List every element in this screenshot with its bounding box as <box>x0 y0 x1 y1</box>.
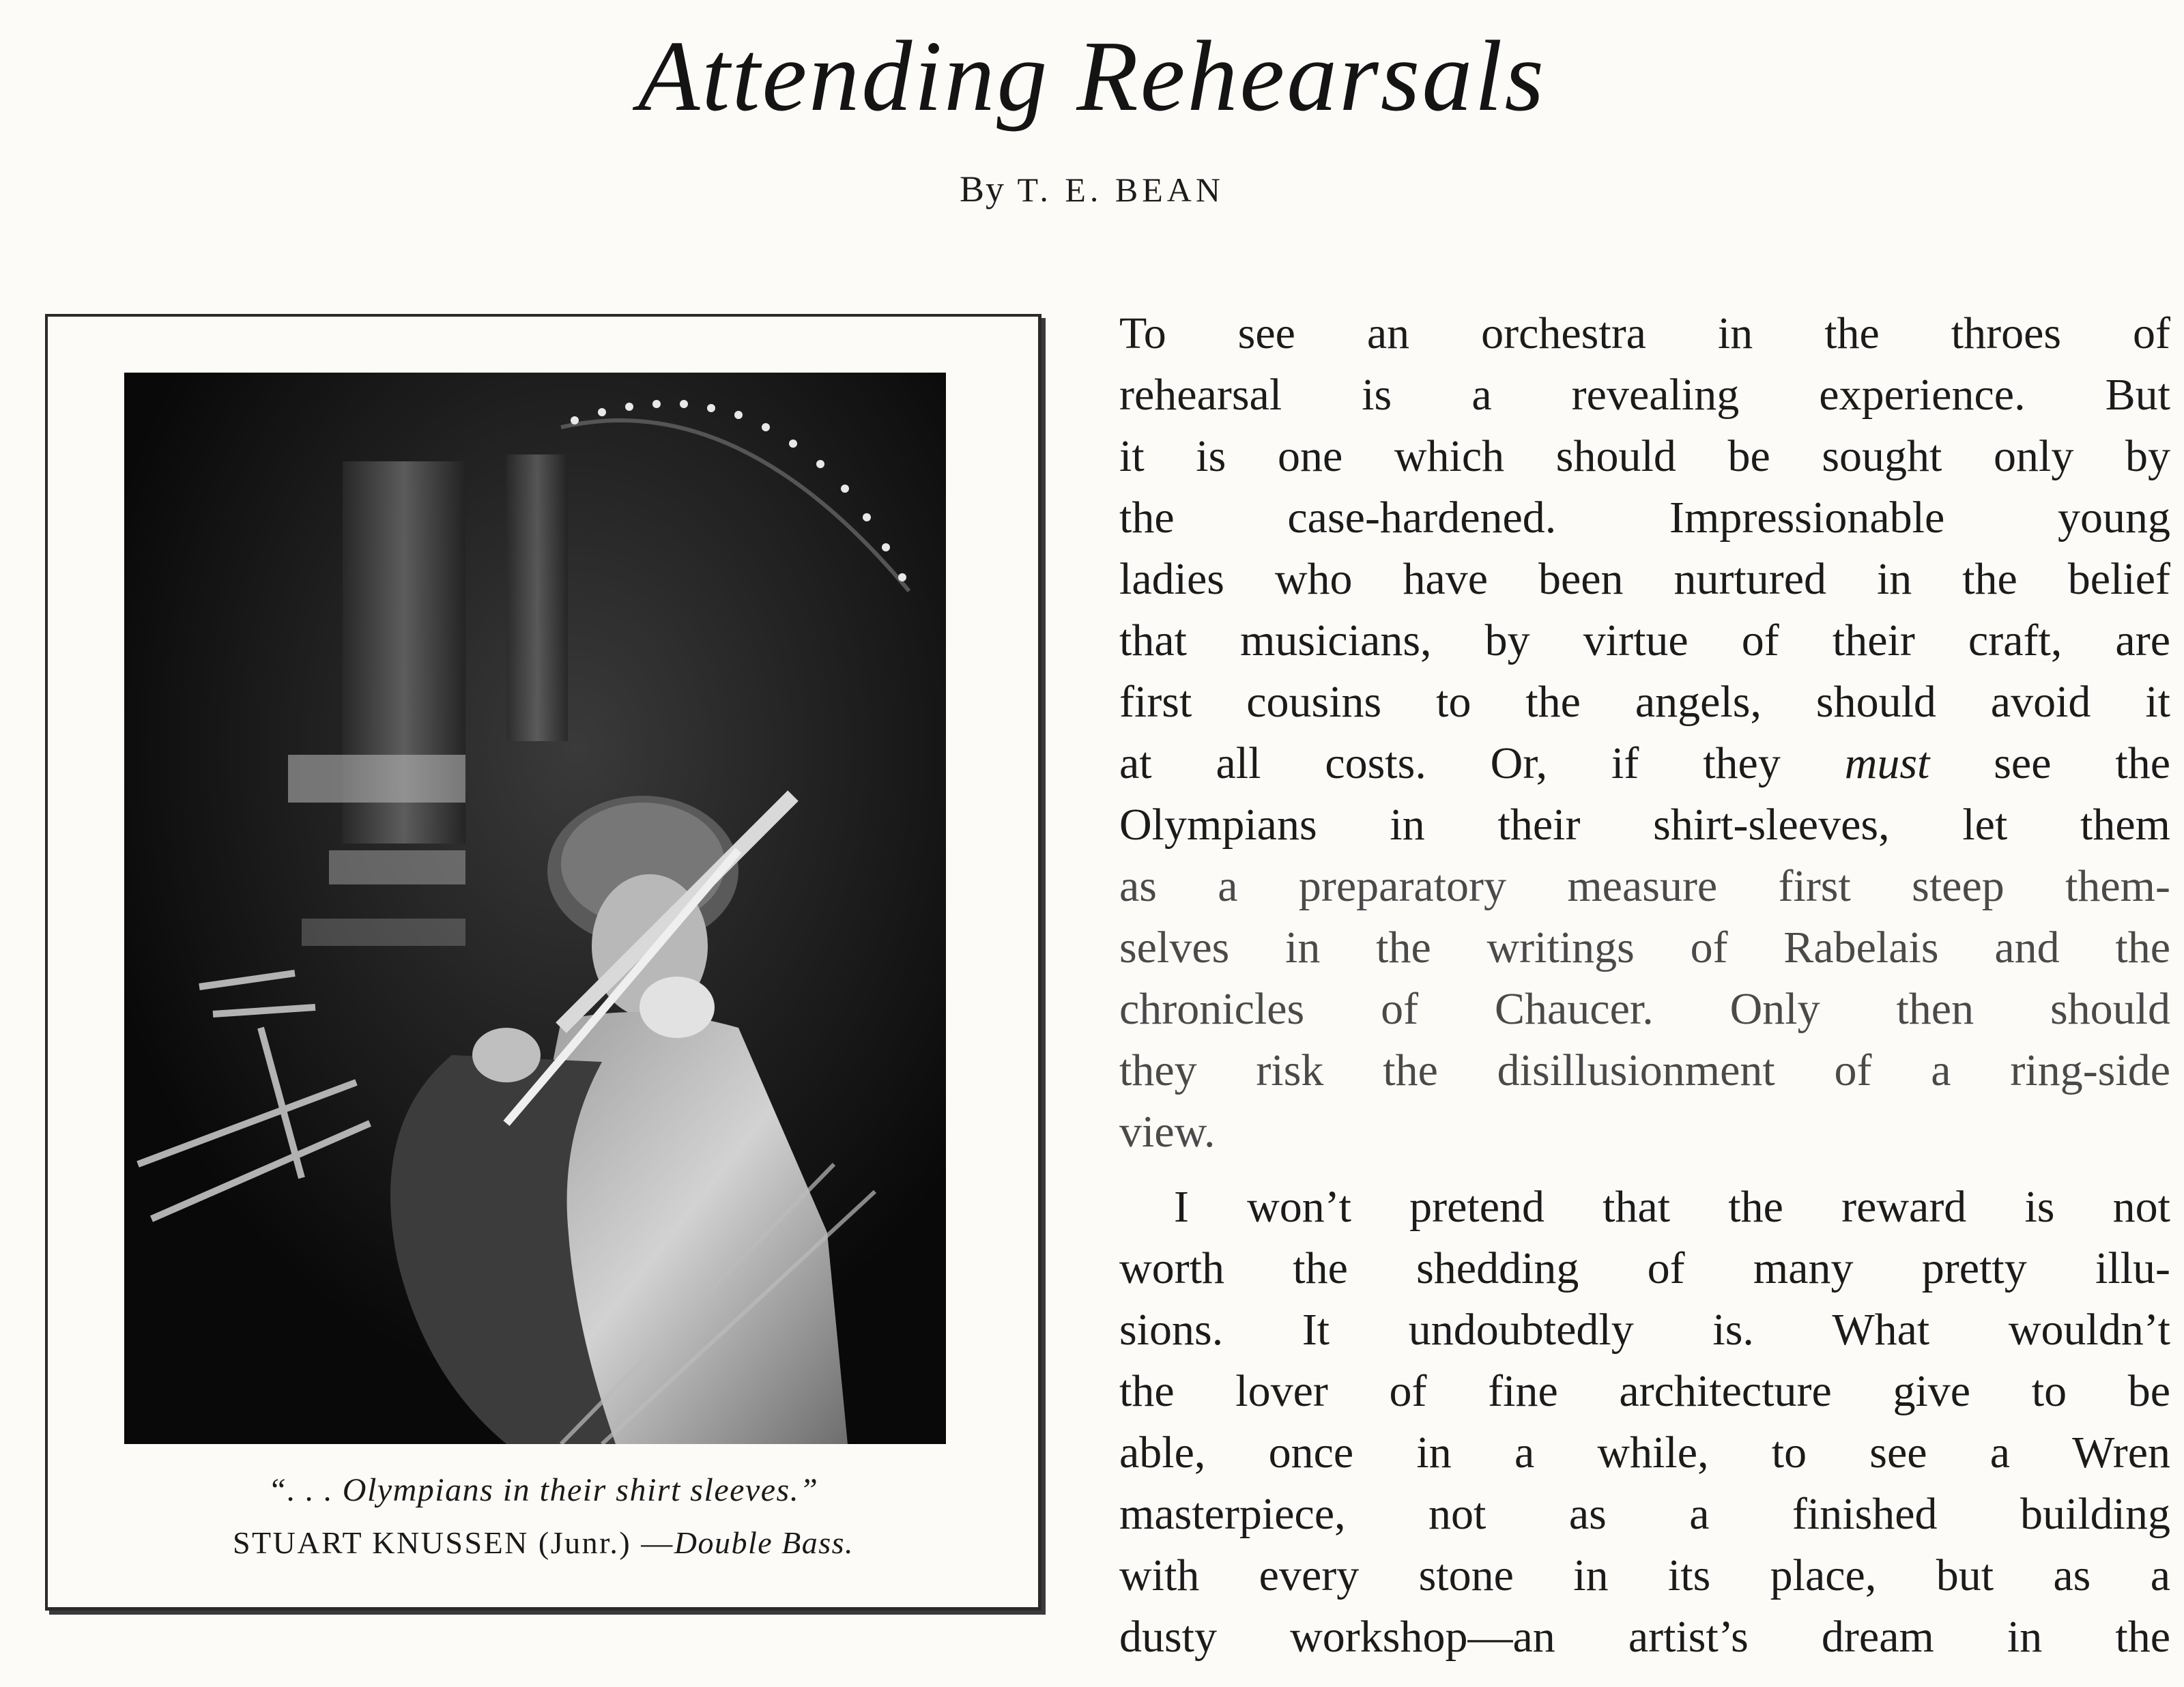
text-line: the lover of fine architecture give to be <box>1119 1366 2170 1416</box>
emphasis-must: must <box>1844 738 1930 788</box>
byline-author: T. E. BEAN <box>1017 171 1224 209</box>
text-line: able, once in a while, to see a Wren <box>1119 1428 2170 1477</box>
photo-caption-quote: “. . . Olympians in their shirt sleeves.” <box>268 1472 819 1508</box>
text-line: ladies who have been nurtured in the belief <box>1119 554 2170 604</box>
caption-musician-name: STUART KNUSSEN <box>232 1525 529 1560</box>
text-segment: at all costs. Or, if they <box>1119 738 1845 788</box>
rehearsal-photo-image <box>124 373 946 1444</box>
text-line: rehearsal is a revealing experience. But <box>1119 370 2170 420</box>
text-line: with every stone in its place, but as a <box>1119 1551 2170 1600</box>
text-line <box>1119 733 2170 794</box>
text-line: it is one which should be sought only by <box>1119 431 2170 481</box>
text-line: Olympians in their shirt-sleeves, let them <box>1119 800 2170 850</box>
photo-caption-credit <box>48 1527 1039 1559</box>
text-line: first cousins to the angels, should avoid it <box>1119 677 2170 727</box>
article-body <box>1119 303 2170 1668</box>
caption-dash: — <box>631 1525 674 1560</box>
text-line: that musicians, by virtue of their craft, are <box>1119 616 2170 665</box>
caption-instrument: Double Bass. <box>674 1525 854 1560</box>
photo-figure <box>45 314 1041 1611</box>
text-line: chronicles of Chaucer. Only then should <box>1119 984 2170 1034</box>
byline <box>0 169 2184 210</box>
text-segment: see the <box>1929 738 2171 788</box>
text-line: sions. It undoubtedly is. What wouldn’t <box>1119 1305 2170 1355</box>
rehearsal-photo <box>124 373 946 1444</box>
text-line: I won’t pretend that the reward is not <box>1174 1182 2170 1232</box>
text-line: view. <box>1119 1107 1216 1157</box>
paragraph-1 <box>1119 303 2170 1163</box>
paragraph-2 <box>1119 1177 2170 1668</box>
text-line: as a preparatory measure first steep them- <box>1119 861 2170 911</box>
text-line: worth the shedding of many pretty illu- <box>1119 1243 2170 1293</box>
text-line: masterpiece, not as a finished building <box>1119 1489 2170 1539</box>
byline-prefix: By <box>959 169 1006 210</box>
text-line: the case-hardened. Impressionable young <box>1119 493 2170 543</box>
caption-junior: (Junr.) <box>538 1525 632 1560</box>
text-line: selves in the writings of Rabelais and the <box>1119 923 2170 972</box>
text-line: To see an orchestra in the throes of <box>1119 308 2170 358</box>
article-title: Attending Rehearsals <box>637 20 1547 132</box>
text-line: they risk the disillusionment of a ring-side <box>1119 1046 2170 1095</box>
text-line: dusty workshop—an artist’s dream in the <box>1119 1612 2170 1662</box>
